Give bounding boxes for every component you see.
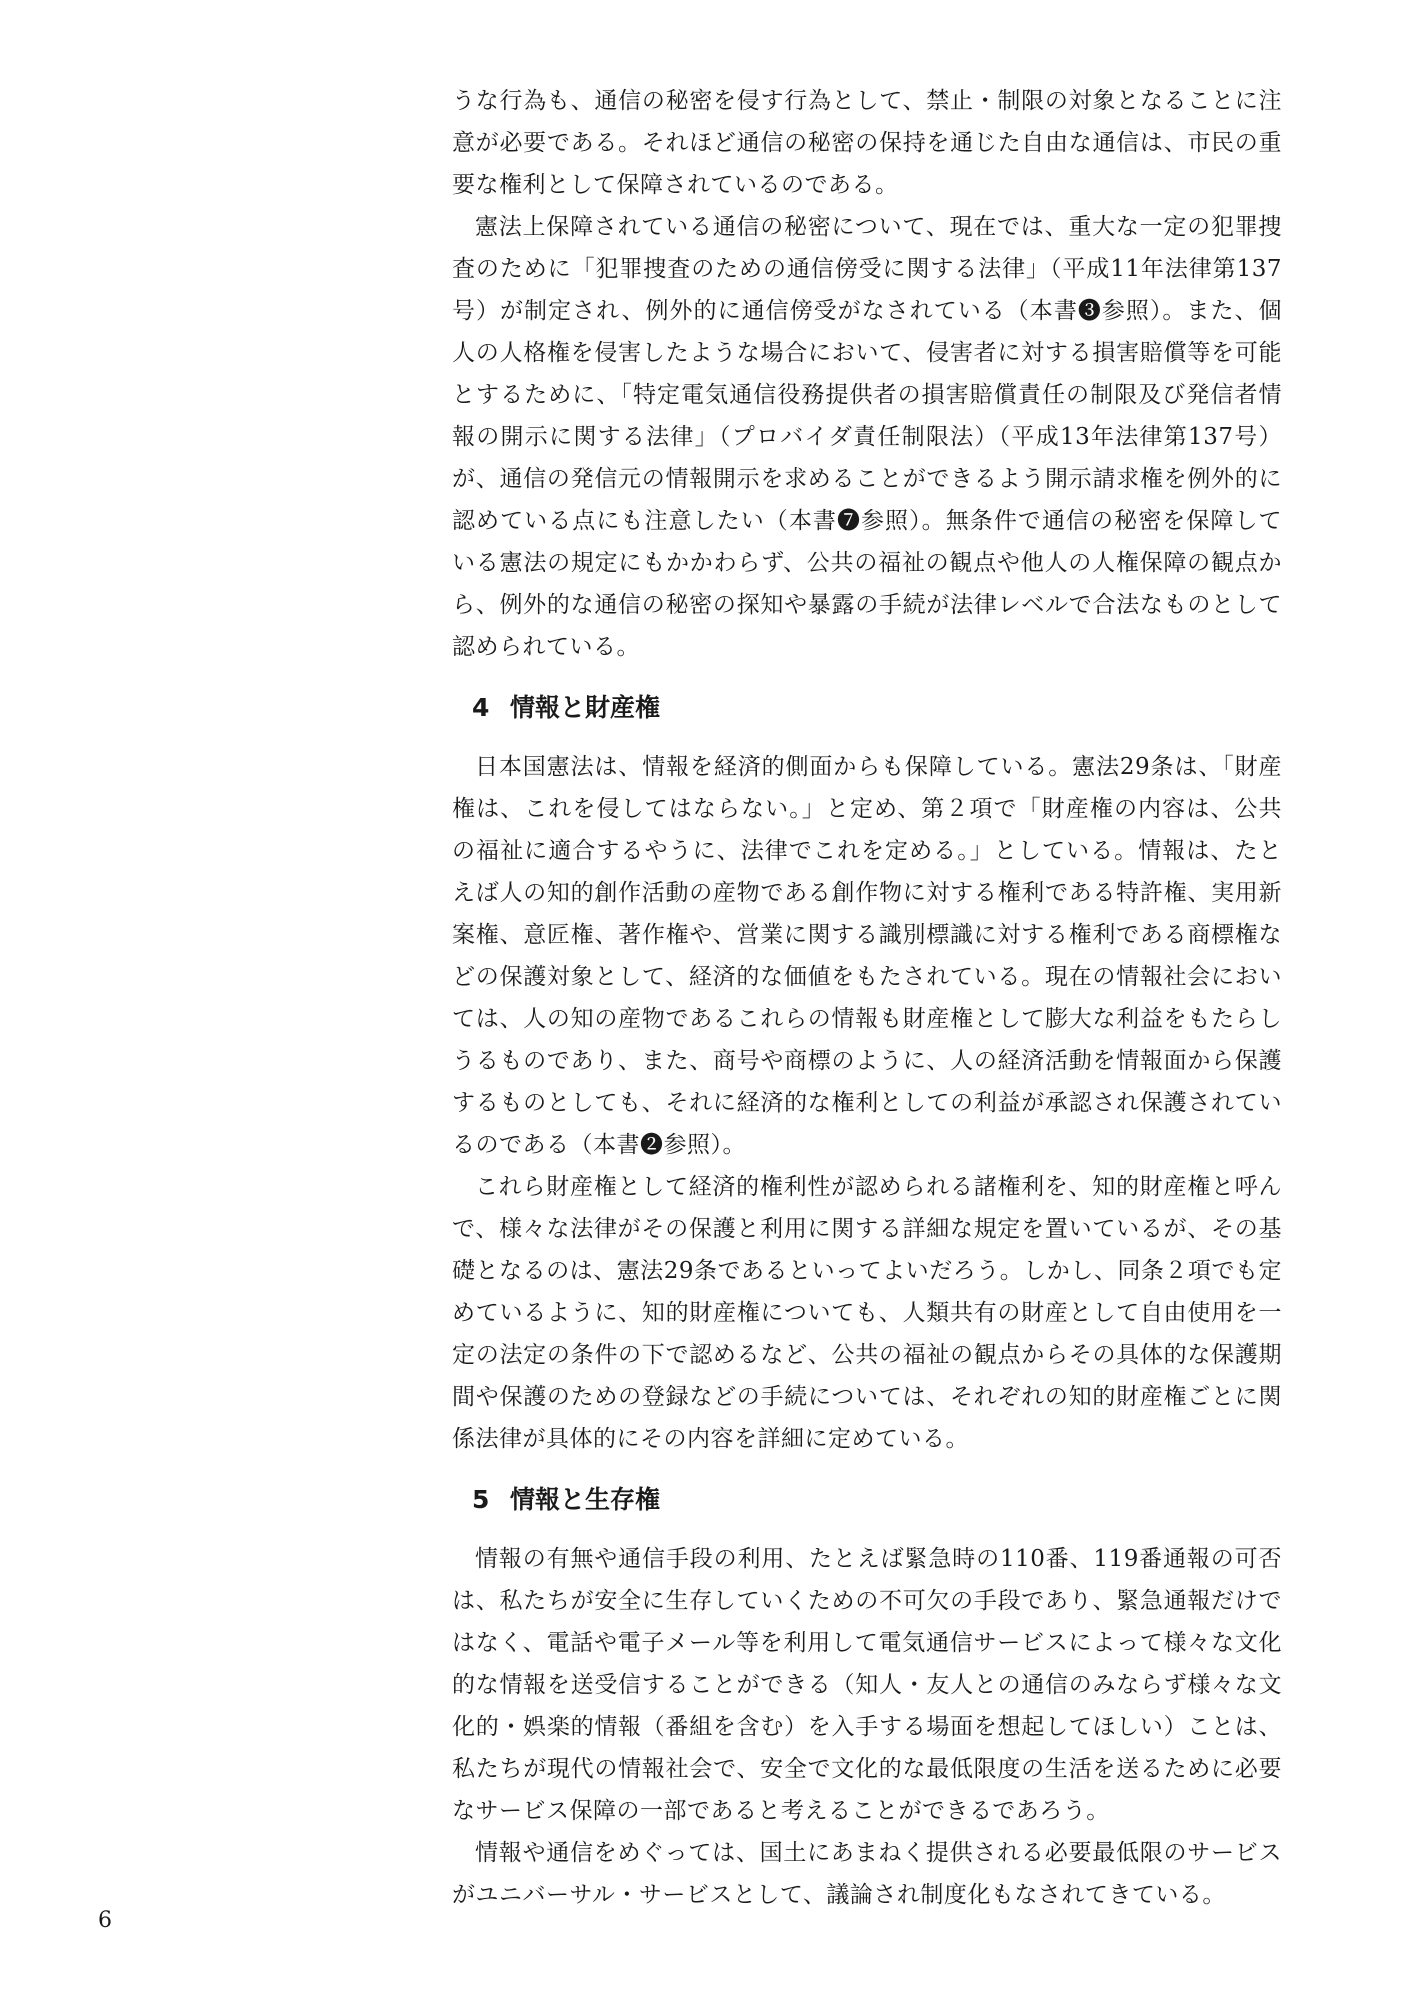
paragraph-property-rights-1: 日本国憲法は、情報を経済的側面からも保障している。憲法29条は、「財産権は、これを侵してはならない。」と定め、第２項で「財産権の内容は、公共の福祉に適合するやうに、法律でこれを定める。」としている。情報は、たとえば人の知的創作活動の産物である創作物に対する権利である特許権、実用新案権、意匠権、著作権や、営業に関する識別標識に対する権利である商標権などの保護対象として、経済的な価値をもたされている。現在の情報社会においては、人の知の産物であるこれらの情報も財産権として膨大な利益をもたらしうるものであり、また、商号や商標のように、人の経済活動を情報面から保護するものとしても、それに経済的な権利としての利益が承認され保護されているのである（本書❷参照）。: [452, 754, 1282, 1158]
body-text-column: [452, 80, 1282, 1916]
paragraph-intro-continued: うな行為も、通信の秘密を侵す行為として、禁止・制限の対象となることに注意が必要である。それほど通信の秘密の保持を通じた自由な通信は、市民の重要な権利として保障されているのである。: [452, 88, 1282, 198]
section-title-5: 情報と生存権: [510, 1485, 661, 1514]
page-number: 6: [98, 1908, 112, 1933]
paragraph-right-to-life-2: 情報や通信をめぐっては、国土にあまねく提供される必要最低限のサービスがユニバーサル・サービスとして、議論され制度化もなされてきている。: [452, 1840, 1282, 1908]
section-number-4: 4: [472, 693, 490, 722]
paragraph-communication-secrecy: 憲法上保障されている通信の秘密について、現在では、重大な一定の犯罪捜査のために「犯罪捜査のための通信傍受に関する法律」（平成11年法律第137号）が制定され、例外的に通信傍受がなされている（本書❸参照）。また、個人の人格権を侵害したような場合において、侵害者に対する損害賠償等を可能とするために、「特定電気通信役務提供者の損害賠償責任の制限及び発信者情報の開示に関する法律」（プロバイダ責任制限法）（平成13年法律第137号）が、通信の発信元の情報開示を求めることができるよう開示請求権を例外的に認めている点にも注意したい（本書❼参照）。無条件で通信の秘密を保障している憲法の規定にもかかわらず、公共の福祉の観点や他人の人権保障の観点から、例外的な通信の秘密の探知や暴露の手続が法律レベルで合法なものとして認められている。: [452, 214, 1283, 660]
paragraph-property-rights-2: これら財産権として経済的権利性が認められる諸権利を、知的財産権と呼んで、様々な法律がその保護と利用に関する詳細な規定を置いているが、その基礎となるのは、憲法29条であるといってよいだろう。しかし、同条２項でも定めているように、知的財産権についても、人類共有の財産として自由使用を一定の法定の条件の下で認めるなど、公共の福祉の観点からその具体的な保護期間や保護のための登録などの手続については、それぞれの知的財産権ごとに関係法律が具体的にその内容を詳細に定めている。: [452, 1174, 1283, 1452]
section-heading-4: [452, 688, 1282, 728]
paragraph-right-to-life-1: 情報の有無や通信手段の利用、たとえば緊急時の110番、119番通報の可否は、私たちが安全に生存していくための不可欠の手段であり、緊急通報だけではなく、電話や電子メール等を利用して電気通信サービスによって様々な文化的な情報を送受信することができる（知人・友人との通信のみならず様々な文化的・娯楽的情報（番組を含む）を入手する場面を想起してほしい）ことは、私たちが現代の情報社会で、安全で文化的な最低限度の生活を送るために必要なサービス保障の一部であると考えることができるであろう。: [452, 1546, 1282, 1824]
section-title-4: 情報と財産権: [510, 693, 661, 722]
section-number-5: 5: [472, 1485, 490, 1514]
section-heading-5: [452, 1480, 1282, 1520]
